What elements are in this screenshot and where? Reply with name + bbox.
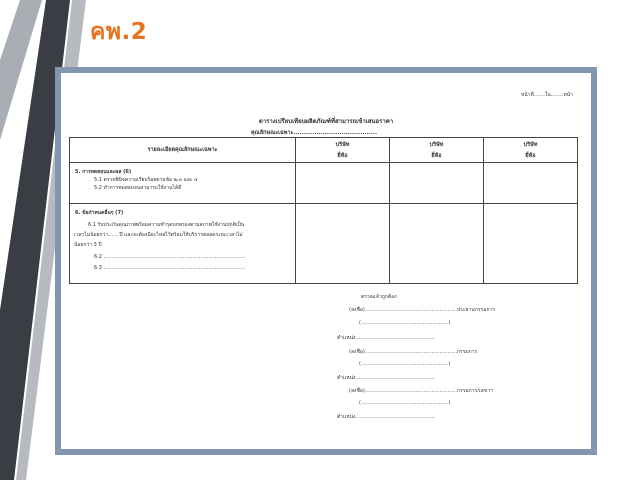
- document-subtitle: คุณลักษณะเฉพาะ........................................: [251, 130, 378, 136]
- section-6-item-3: 6.3 .........................................................................................: [94, 265, 245, 271]
- certified-heading: ตรวจแล้วถูกต้อง: [361, 294, 397, 300]
- section-6-heading: 6. ข้อกำหนดอื่นๆ (7): [75, 210, 124, 216]
- position-line-secretary: ตำแหน่ง..................................................: [337, 414, 435, 420]
- document-page: [61, 73, 591, 449]
- company-cell: [390, 163, 484, 204]
- company-cell: [484, 204, 578, 284]
- company-cell: [484, 163, 578, 204]
- header-company-1: บริษัท ยี่ห้อ: [296, 138, 390, 163]
- section-6-item-1b: เวลาไม่น้อยกว่า.......ปี และจะต้องมีอะไหล่ไว้พร้อมให้บริการตลอดระยะเวลาไม่: [74, 232, 243, 238]
- name-line-member: (.......................................................): [359, 361, 451, 367]
- header-spec: รายละเอียดคุณลักษณะเฉพาะ: [70, 138, 296, 163]
- section-5-heading: 5. การทดสอบและผล (6): [75, 169, 132, 175]
- table-row: [70, 204, 578, 284]
- name-line-chair: (.......................................................): [359, 320, 451, 326]
- company-cell: [296, 163, 390, 204]
- section-6-item-1c: น้อยกว่า 3 ปี: [74, 242, 102, 248]
- spec-cell-other: [70, 204, 296, 284]
- section-6-item-1a: 6.1 รับประกันคุณภาพพร้อมความชำรุดบกพร่องตามสภาพใช้งานปกติเป็น: [88, 222, 245, 228]
- signature-line-member: (ลงชื่อ)..........................................................กรรมการ: [349, 349, 478, 355]
- page-number-text: หน้าที่.......ใน........หน้า: [520, 92, 573, 98]
- company-cell: [296, 204, 390, 284]
- section-5-item-2: 5.2 ทำการทดสอบจนสามารถใช้งานได้ดี: [94, 185, 182, 191]
- signature-line-secretary: (ลงชื่อ)..........................................................กรรมการ/เลขาฯ: [349, 388, 493, 394]
- position-line-member: ตำแหน่ง..................................................: [337, 375, 435, 381]
- section-6-item-2: 6.2 .........................................................................................: [94, 254, 245, 260]
- table-row: [70, 163, 578, 204]
- position-line-chair: ตำแหน่ง..................................................: [337, 335, 435, 341]
- signature-line-chair: (ลงชื่อ)..........................................................ประธานกรรมการ: [349, 307, 496, 313]
- document-title: ตารางเปรียบเทียบผลิตภัณฑ์ที่สามารถเข้าเสนอราคา: [258, 118, 394, 125]
- header-company-3: บริษัท ยี่ห้อ: [484, 138, 578, 163]
- slide-title: คพ.2: [90, 19, 148, 45]
- spec-cell-testing: [70, 163, 296, 204]
- company-cell: [390, 204, 484, 284]
- name-line-secretary: (.......................................................): [359, 400, 451, 406]
- table-header-row: [70, 138, 578, 163]
- section-5-item-1: 5.1 ตรวจพินิจความเรียบร้อยตามข้อ ๒,๓ และ ๔: [94, 177, 198, 183]
- comparison-table: [69, 137, 578, 284]
- header-company-2: บริษัท ยี่ห้อ: [390, 138, 484, 163]
